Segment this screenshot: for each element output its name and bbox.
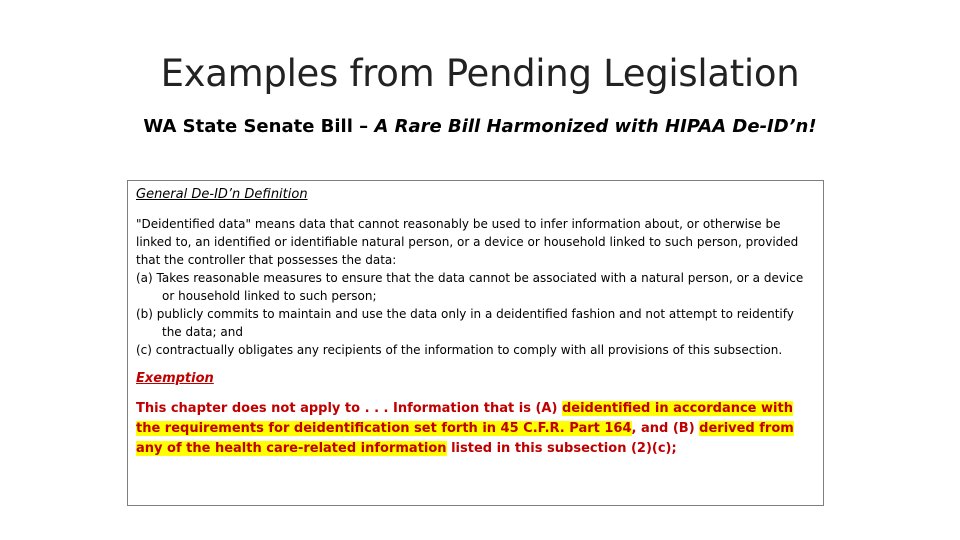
definition-condition-a: (a) Takes reasonable measures to ensure that the data cannot be associated with a natural person, or a device or household linked to such person; xyxy=(136,271,804,303)
exemption-text-part: This chapter does not apply to . . . Information that is (A) xyxy=(136,401,562,416)
slide-title: Examples from Pending Legislation xyxy=(160,52,800,95)
subtitle-lead: WA State Senate Bill – xyxy=(143,116,375,137)
exemption-text-part: , and (B) xyxy=(631,421,700,436)
definition-condition-c: (c) contractually obligates any recipients of the information to comply with all provisions of this subsection. xyxy=(136,343,783,357)
highlighted-phrase-health-info: derived from any of the health care-related information xyxy=(136,421,794,456)
legislation-excerpt-box xyxy=(127,180,824,506)
exemption-text-part: listed in this subsection (2)(c); xyxy=(446,441,677,456)
slide-subtitle xyxy=(0,116,960,137)
subtitle-emphasis: A Rare Bill Harmonized with HIPAA De-ID’n! xyxy=(374,116,817,137)
definition-heading: General De-ID’n Definition xyxy=(136,187,308,202)
definition-condition-b: (b) publicly commits to maintain and use the data only in a deidentified fashion and not attempt to reidentify the data; and xyxy=(136,307,794,339)
definition-conditions-list xyxy=(136,269,815,359)
exemption-text xyxy=(136,399,815,459)
highlighted-phrase-hipaa-deid: deidentified in accordance with the requirements for deidentification set forth in 45 C.F.R. Part 164 xyxy=(136,401,793,436)
definition-intro: "Deidentified data" means data that cannot reasonably be used to infer information about, or otherwise be linked to, an identified or identifiable natural person, or a device or household linked to such person, provided that the controller that possesses the data: xyxy=(136,217,799,267)
exemption-heading: Exemption xyxy=(136,371,214,386)
